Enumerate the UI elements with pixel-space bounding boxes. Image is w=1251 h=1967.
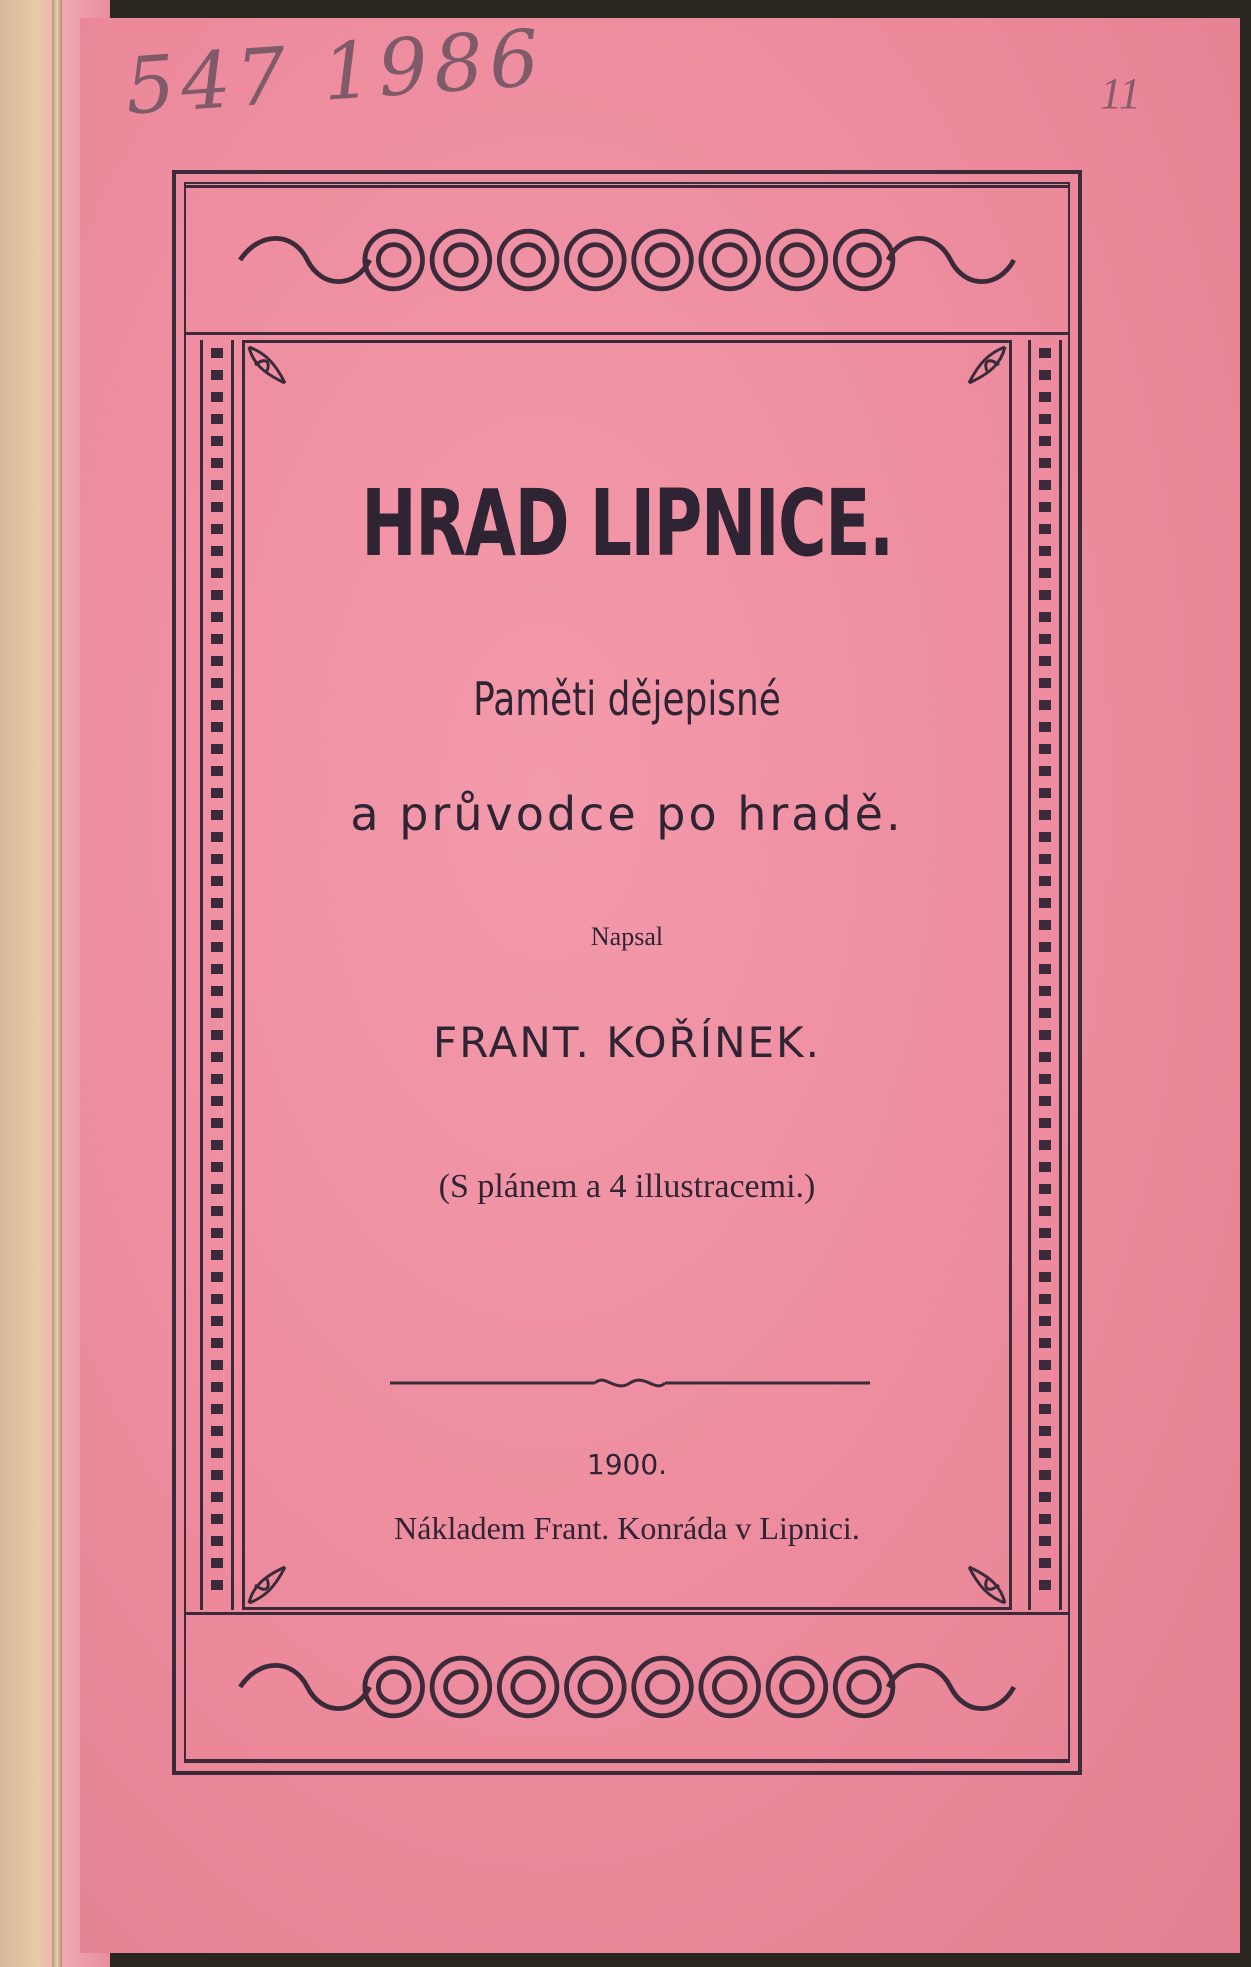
corner-flourish-top-right xyxy=(953,343,1009,399)
book-title: HRAD LIPNICE. xyxy=(361,470,893,577)
author-name: FRANT. KOŘÍNEK. xyxy=(433,1018,821,1067)
bottom-ornament-band xyxy=(184,1612,1070,1762)
pencil-page-note: 11 xyxy=(1100,69,1141,118)
scroll-ornament-top xyxy=(184,188,1070,332)
publication-year: 1900. xyxy=(586,1448,668,1481)
spine-binding xyxy=(52,0,62,1967)
publisher-line: Nákladem Frant. Konráda v Lipnici. xyxy=(394,1510,860,1546)
illustrations-note: (S plánem a 4 illustracemi.) xyxy=(438,1168,816,1205)
ornamental-divider xyxy=(390,1368,870,1398)
top-ornament-band xyxy=(184,185,1070,335)
written-by-label: Napsal xyxy=(590,922,664,951)
subtitle-line-1: Paměti dějepisné xyxy=(473,672,781,726)
subtitle-line-2: a průvodce po hradě. xyxy=(350,787,904,841)
left-rail-ornament xyxy=(200,340,234,1610)
corner-flourish-top-left xyxy=(245,343,301,399)
corner-flourish-bottom-right xyxy=(953,1551,1009,1607)
scroll-ornament-bottom xyxy=(184,1615,1070,1759)
corner-flourish-bottom-left xyxy=(245,1551,301,1607)
pencil-catalog-note: 547 1986 xyxy=(122,13,548,133)
right-rail-ornament xyxy=(1028,340,1062,1610)
